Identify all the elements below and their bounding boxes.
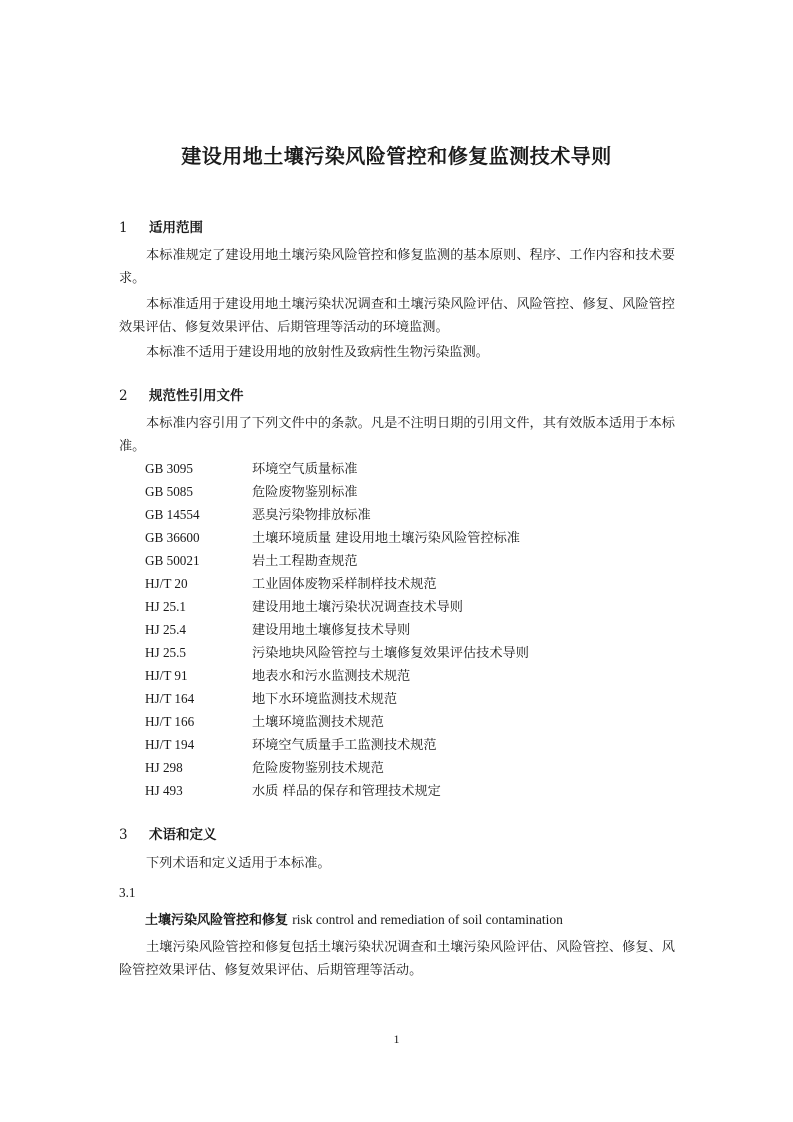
term-line [145,909,563,928]
reference-code: GB 36600 [145,530,200,545]
reference-title: 水质 样品的保存和管理技术规定 [252,784,441,799]
section-3-number: 3 [119,827,128,843]
section-2-title: 规范性引用文件 [149,388,244,404]
clause-number: 3.1 [119,885,136,900]
term-english: risk control and remediation of soil contamination [292,912,563,927]
section-3-intro: 下列术语和定义适用于本标准。 [146,856,331,871]
reference-title: 环境空气质量标准 [252,462,358,477]
reference-code: GB 14554 [145,507,200,522]
document-title: 建设用地土壤污染风险管控和修复监测技术导则 [181,144,612,168]
reference-code: GB 5085 [145,484,193,499]
reference-title: 地表水和污水监测技术规范 [252,669,411,684]
reference-title: 环境空气质量手工监测技术规范 [252,738,437,753]
reference-code: HJ 25.5 [145,645,187,660]
section-1-number: 1 [119,220,128,236]
section-1-title: 适用范围 [149,220,203,236]
reference-item [145,687,529,710]
reference-title: 土壤环境监测技术规范 [252,715,384,730]
reference-code: HJ/T 194 [145,737,195,752]
section-1-paragraph-1: 本标准规定了建设用地土壤污染风险管控和修复监测的基本原则、程序、工作内容和技术要求。 [119,248,675,286]
reference-code: HJ 25.4 [145,622,187,637]
section-3-heading [119,823,217,843]
reference-title: 恶臭污染物排放标准 [252,508,371,523]
section-2-intro: 本标准内容引用了下列文件中的条款。凡是不注明日期的引用文件，其有效版本适用于本标准。 [119,416,675,454]
reference-item [145,710,529,733]
reference-title: 建设用地土壤污染状况调查技术导则 [252,600,463,615]
reference-item [145,641,529,664]
reference-code: HJ 493 [145,783,183,798]
reference-code: GB 3095 [145,461,193,476]
reference-item [145,526,529,549]
reference-item [145,549,529,572]
section-1-heading [119,216,203,236]
reference-item [145,457,529,480]
reference-title: 危险废物鉴别标准 [252,485,358,500]
section-2-number: 2 [119,388,128,404]
reference-item [145,595,529,618]
reference-code: HJ/T 20 [145,576,188,591]
reference-item [145,756,529,779]
reference-list [145,457,529,802]
term-definition: 土壤污染风险管控和修复包括土壤污染状况调查和土壤污染风险评估、风险管控、修复、风险管控效果评估、修复效果评估、后期管理等活动。 [119,940,675,978]
reference-item [145,664,529,687]
reference-item [145,572,529,595]
reference-title: 建设用地土壤修复技术导则 [252,623,411,638]
reference-title: 工业固体废物采样制样技术规范 [252,577,437,592]
reference-item [145,480,529,503]
section-1-paragraph-2: 本标准适用于建设用地土壤污染状况调查和土壤污染风险评估、风险管控、修复、风险管控效果评估、修复效果评估、后期管理等活动的环境监测。 [119,297,675,335]
reference-title: 地下水环境监测技术规范 [252,692,398,707]
reference-title: 岩土工程勘查规范 [252,554,358,569]
reference-code: HJ/T 91 [145,668,188,683]
reference-title: 污染地块风险管控与土壤修复效果评估技术导则 [252,646,529,661]
page-number: 1 [393,1032,400,1046]
reference-item [145,733,529,756]
reference-code: HJ/T 166 [145,714,195,729]
reference-title: 危险废物鉴别技术规范 [252,761,384,776]
reference-code: HJ 25.1 [145,599,187,614]
reference-item [145,503,529,526]
reference-code: HJ/T 164 [145,691,195,706]
section-3-title: 术语和定义 [149,827,217,843]
reference-title: 土壤环境质量 建设用地土壤污染风险管控标准 [252,531,520,546]
reference-code: GB 50021 [145,553,200,568]
section-2-heading [119,384,244,404]
reference-code: HJ 298 [145,760,183,775]
reference-item [145,618,529,641]
section-1-paragraph-3: 本标准不适用于建设用地的放射性及致病性生物污染监测。 [146,345,489,360]
term-chinese: 土壤污染风险管控和修复 [145,913,289,928]
reference-item [145,779,529,802]
